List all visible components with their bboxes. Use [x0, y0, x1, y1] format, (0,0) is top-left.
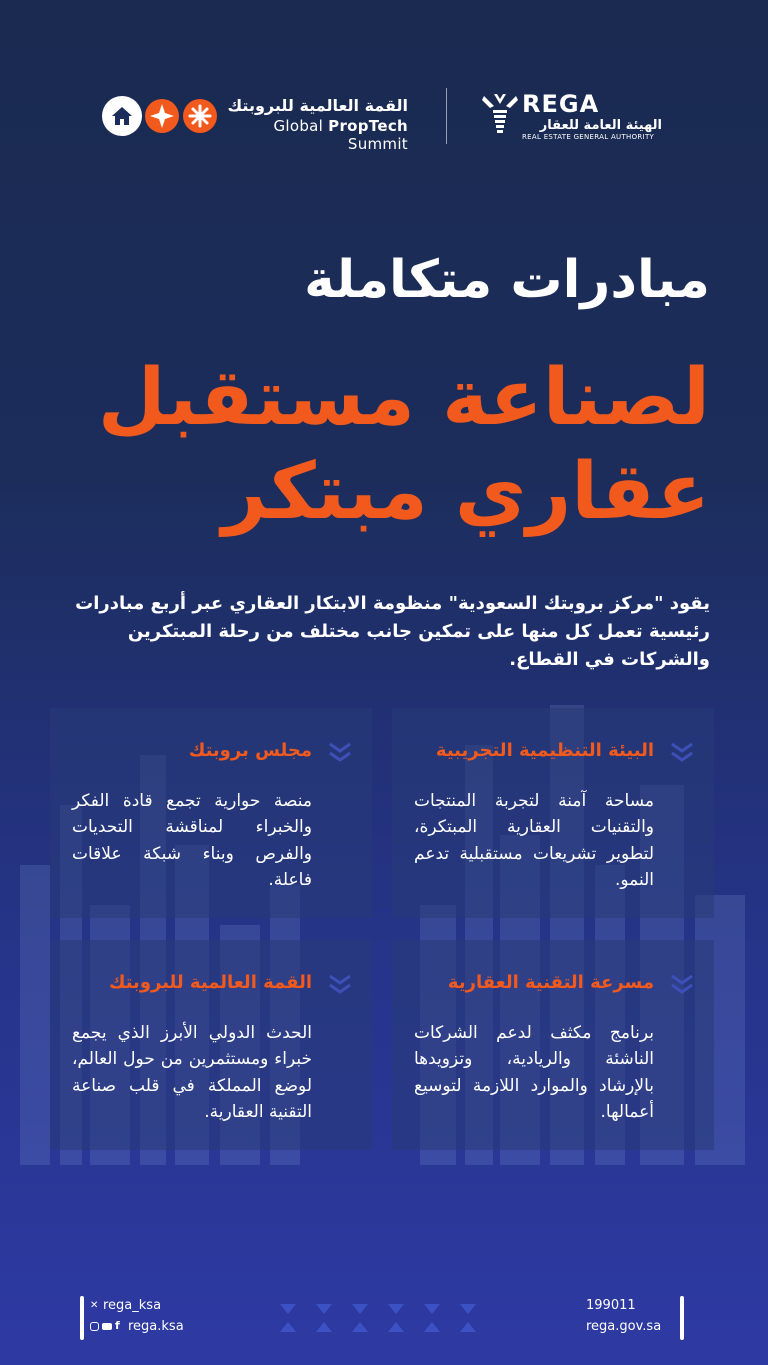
intro-paragraph: يقود "مركز بروبتك السعودية" منظومة الابتكار العقاري عبر أربع مبادرات رئيسية تعمل كل منها على تمكين جانب مختلف من رحلة المبتكرين والشركات في القطاع. [75, 593, 710, 670]
youtube-icon [102, 1323, 112, 1330]
headline-line-2: لصناعة مستقبل [97, 353, 710, 443]
website-link[interactable]: rega.gov.sa [586, 1318, 662, 1334]
summit-name-arabic: القمة العالمية للبروبتك [227, 96, 408, 115]
card-title: القمة العالمية للبروبتك [108, 972, 312, 993]
instagram-icon [90, 1322, 99, 1331]
footer-social [90, 1296, 184, 1338]
card-body: مساحة آمنة لتجربة المنتجات والتقنيات العقارية المبتكرة، لتطوير تشريعات مستقبلية تدعم النمو. [414, 791, 654, 891]
chevron-pattern-icon [670, 742, 694, 762]
rega-emblem-icon [480, 92, 520, 138]
rega-title: REGA [522, 90, 600, 118]
twitter-handle[interactable]: ✕ rega_ksa [90, 1298, 162, 1313]
initiative-card-global-summit [50, 940, 372, 1150]
social-handle[interactable]: f rega.ksa [90, 1317, 184, 1338]
header [0, 88, 768, 158]
headline-line-1: مبادرات متكاملة [304, 250, 710, 310]
headline-accent [98, 352, 710, 539]
card-body: برنامج مكثف لدعم الشركات الناشئة والريادية، وتزويدها بالإرشاد والموارد اللازمة لتوسيع أعمالها. [414, 1023, 654, 1123]
headline-line-3: عقاري مبتكر [221, 446, 710, 537]
header-divider [446, 88, 447, 144]
card-title: مجلس بروبتك [188, 740, 312, 761]
phone-number[interactable]: 199011 [586, 1298, 636, 1313]
initiative-card-regulatory-sandbox [392, 708, 714, 918]
summit-wordmark [222, 96, 408, 153]
card-body: منصة حوارية تجمع قادة الفكر والخبراء لمناقشة التحديات والفرص وبناء شبكة علاقات فاعلة. [72, 791, 312, 891]
proptech-summit-logo-icon [100, 94, 220, 138]
x-twitter-icon: ✕ [90, 1299, 99, 1311]
rega-name-english: REAL ESTATE GENERAL AUTHORITY [522, 133, 655, 141]
rega-wordmark [522, 90, 672, 141]
footer-right-bar [680, 1296, 684, 1340]
card-title: البيئة التنظيمية التجريبية [435, 740, 654, 761]
chevron-pattern-icon [328, 742, 352, 762]
initiative-card-accelerator [392, 940, 714, 1150]
chevron-pattern-icon [670, 974, 694, 994]
footer-contact [586, 1296, 661, 1338]
decorative-pattern-icon [276, 1300, 492, 1336]
card-body: الحدث الدولي الأبرز الذي يجمع خبراء ومستثمرين من حول العالم، لوضع المملكة في قلب صناعة التقنية العقارية. [72, 1023, 312, 1123]
chevron-pattern-icon [328, 974, 352, 994]
facebook-icon: f [115, 1319, 120, 1333]
initiative-card-proptech-council [50, 708, 372, 918]
card-title: مسرعة التقنية العقارية [447, 972, 654, 993]
summit-name-english: Global PropTech Summit [273, 117, 408, 153]
footer-left-bar [80, 1296, 84, 1340]
rega-name-arabic: الهيئة العامة للعقار [539, 118, 662, 133]
